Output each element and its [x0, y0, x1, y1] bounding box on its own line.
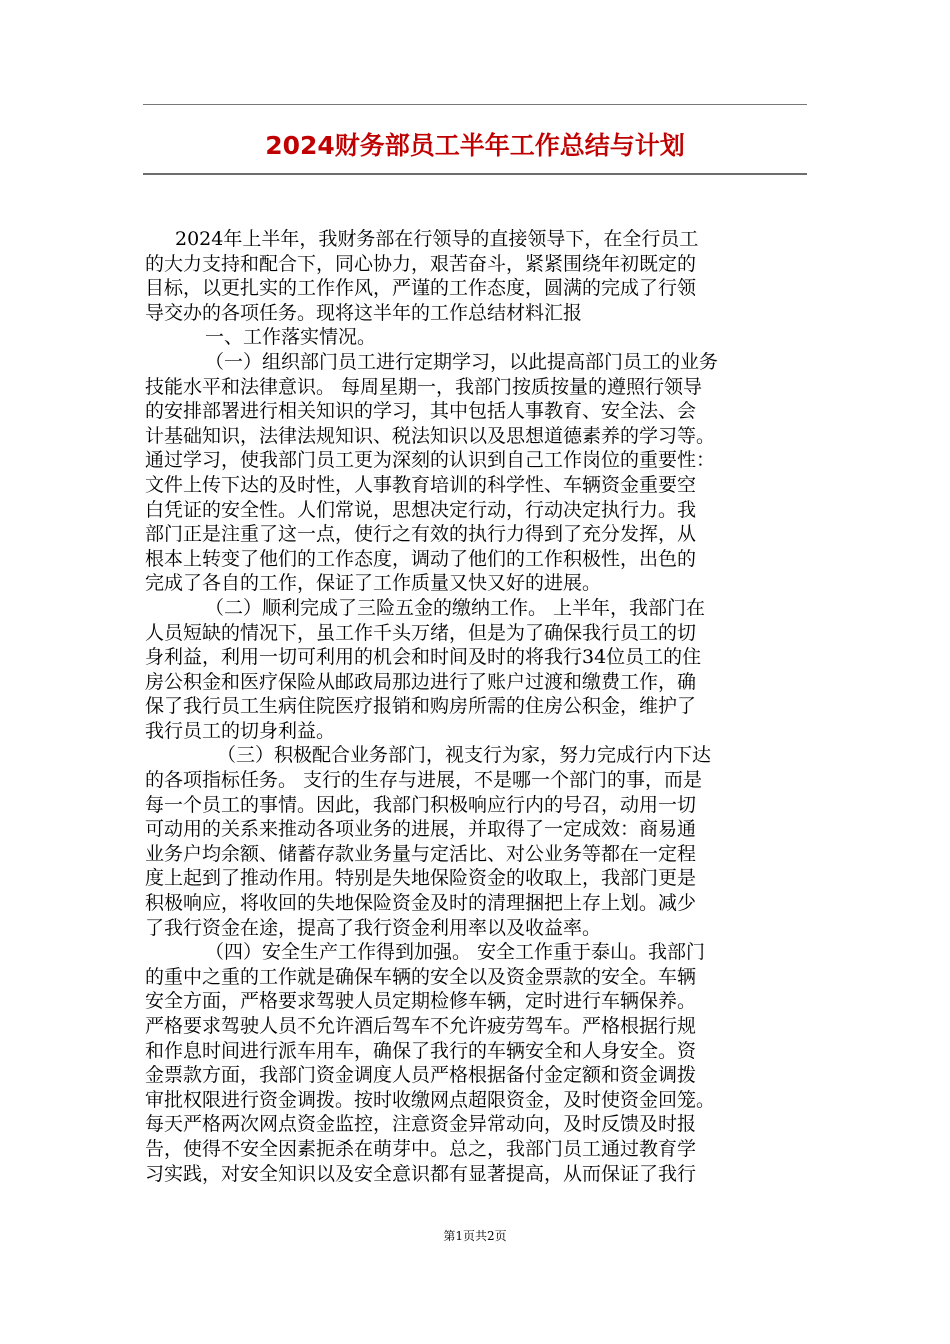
text-line: （一）组织部门员工进行定期学习，以此提高部门员工的业务: [205, 350, 719, 373]
text-line: 保了我行员工生病住院医疗报销和购房所需的住房公积金，维护了: [145, 695, 697, 718]
text-line: 文件上传下达的及时性，人事教育培训的科学性、车辆资金重要空: [145, 473, 697, 496]
text-line: 的安排部署进行相关知识的学习，其中包括人事教育、安全法、会: [145, 400, 697, 423]
text-line: 的大力支持和配合下，同心协力，艰苦奋斗，紧紧围绕年初既定的: [145, 252, 697, 275]
text-line: 业务户均余额、储蓄存款业务量与定活比、对公业务等都在一定程: [145, 842, 697, 865]
text-line: 的各项指标任务。 支行的生存与进展，不是哪一个部门的事，而是: [145, 769, 703, 792]
text-line: 部门正是注重了这一点，使行之有效的执行力得到了充分发挥，从: [145, 523, 697, 546]
text-line: 严格要求驾驶人员不允许酒后驾车不允许疲劳驾车。严格根据行规: [145, 1015, 697, 1037]
text-line: 习实践，对安全知识以及安全意识都有显著提高，从而保证了我行: [145, 1162, 697, 1185]
text-line: 度上起到了推动作用。特别是失地保险资金的收取上，我部门更是: [145, 867, 697, 890]
text-line: 每一个员工的事情。因此，我部门积极响应行内的号召，动用一切: [145, 793, 697, 816]
text-line: 计基础知识，法律法规知识、税法知识以及思想道德素养的学习等。: [145, 424, 716, 447]
text-line: （四）安全生产工作得到加强。 安全工作重于泰山。我部门: [205, 941, 706, 964]
text-line: 根本上转变了他们的工作态度，调动了他们的工作积极性，出色的: [145, 547, 697, 570]
page-footer: 第1页共2页: [443, 1229, 507, 1243]
document-title: 2024财务部员工半年工作总结与计划: [265, 131, 685, 160]
text-line: 可动用的关系来推动各项业务的进展，并取得了一定成效：商易通: [145, 818, 697, 841]
header-rule-bottom: [143, 173, 807, 175]
text-line: 金票款方面，我部门资金调度人员严格根据备付金定额和资金调拨: [145, 1064, 697, 1087]
text-line: 白凭证的安全性。人们常说，思想决定行动，行动决定执行力。我: [145, 498, 697, 521]
header-rule-top: [143, 104, 807, 105]
text-line: 2024年上半年，我财务部在行领导的直接领导下，在全行员工: [175, 228, 699, 250]
text-line: 一、工作落实情况。: [205, 326, 377, 349]
text-line: 告，使得不安全因素扼杀在萌芽中。总之，我部门员工通过教育学: [145, 1137, 697, 1160]
text-line: 通过学习，使我部门员工更为深刻的认识到自己工作岗位的重要性：: [145, 449, 716, 472]
text-line: （二）顺利完成了三险五金的缴纳工作。 上半年，我部门在: [205, 596, 706, 619]
text-line: （三）积极配合业务部门，视支行为家，努力完成行内下达: [217, 744, 712, 767]
text-line: 目标，以更扎实的工作作风，严谨的工作态度，圆满的完成了行领: [145, 277, 697, 300]
text-line: 身利益，利用一切可利用的机会和时间及时的将我行34位员工的住: [145, 646, 702, 669]
text-line: 导交办的各项任务。现将这半年的工作总结材料汇报: [145, 301, 583, 324]
text-line: 安全方面，严格要求驾驶人员定期检修车辆，定时进行车辆保养。: [145, 990, 697, 1013]
text-line: 房公积金和医疗保险从邮政局那边进行了账户过渡和缴费工作，确: [145, 670, 697, 693]
text-line: 积极响应，将收回的失地保险资金及时的清理捆把上存上划。减少: [145, 892, 697, 915]
text-line: 技能水平和法律意识。 每周星期一，我部门按质按量的遵照行领导: [145, 375, 703, 398]
text-line: 的重中之重的工作就是确保车辆的安全以及资金票款的安全。车辆: [145, 965, 697, 988]
text-line: 我行员工的切身利益。: [145, 719, 336, 742]
text-line: 每天严格两次网点资金监控，注意资金异常动向，及时反馈及时报: [145, 1113, 697, 1136]
text-line: 审批权限进行资金调拨。按时收缴网点超限资金，及时使资金回笼。: [145, 1088, 716, 1111]
document-body: [145, 227, 815, 1186]
text-line: 了我行资金在途，提高了我行资金利用率以及收益率。: [145, 916, 602, 939]
text-line: 和作息时间进行派车用车，确保了我行的车辆安全和人身安全。资: [145, 1039, 697, 1062]
text-line: 完成了各自的工作，保证了工作质量又快又好的进展。: [145, 572, 602, 595]
text-line: 人员短缺的情况下，虽工作千头万绪，但是为了确保我行员工的切: [145, 621, 697, 644]
